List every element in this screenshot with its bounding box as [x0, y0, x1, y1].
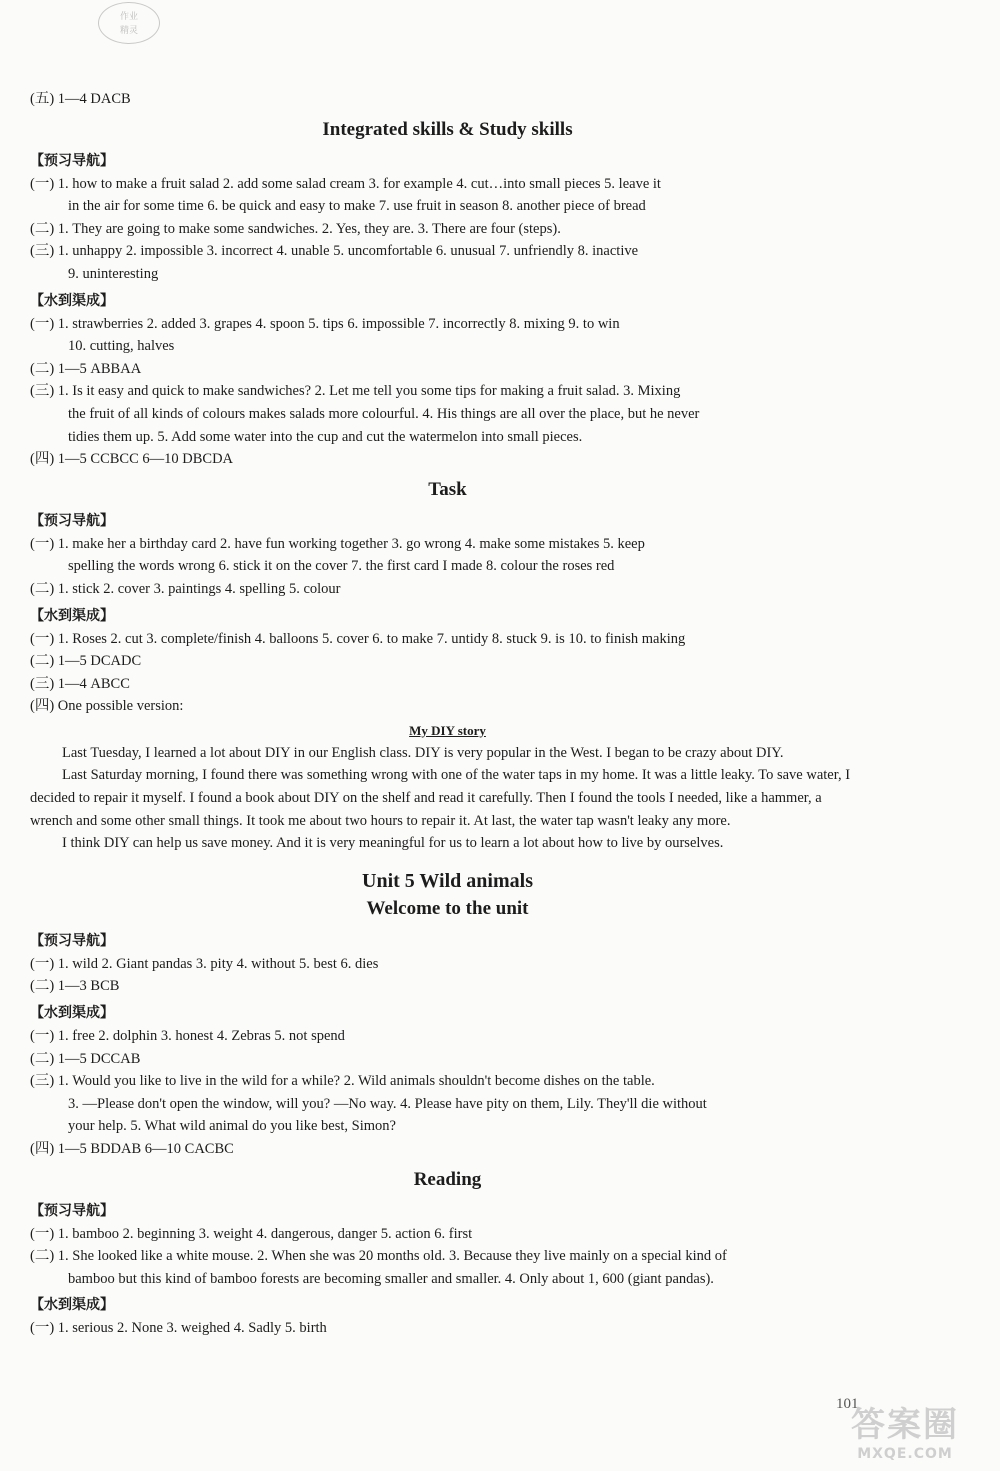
page-number: 101 [836, 1396, 859, 1412]
answer-line: (四) 1—5 CCBCC 6—10 DBCDA [30, 451, 234, 468]
watermark-text: 答案圈 [851, 1405, 959, 1445]
answer-line: (二) 1—3 BCB [30, 978, 120, 995]
answer-line: (一) 1. bamboo 2. beginning 3. weight 4. dangerous, danger 5. action 6. first [30, 1225, 473, 1242]
section-title: Integrated skills & Study skills [322, 118, 573, 140]
stamp-line-1: 作业 [119, 12, 138, 22]
section-header: 【预习导航】 [30, 1202, 114, 1219]
answer-line: in the air for some time 6. be quick and easy to make 7. use fruit in season 8. another piece of bread [68, 198, 646, 215]
section-title: Reading [413, 1168, 482, 1190]
section-title: Welcome to the unit [366, 897, 529, 919]
answer-line: the fruit of all kinds of colours makes salads more colourful. 4. His things are all over the place, but he never [68, 405, 700, 422]
answer-line: (二) 1—5 DCADC [30, 653, 142, 670]
watermark-url: MXQE.COM [857, 1446, 953, 1462]
answer-line: (二) 1. She looked like a white mouse. 2. When she was 20 months old. 3. Because they live mainly on a special kind of [30, 1248, 727, 1265]
section-header: 【预习导航】 [30, 932, 114, 949]
answer-key-content [30, 88, 865, 1340]
answer-line: 3. —Please don't open the window, will you? —No way. 4. Please have pity on them, Lily. They'll die without [68, 1095, 707, 1112]
answer-line: (二) 1. They are going to make some sandwiches. 2. Yes, they are. 3. There are four (steps). [30, 220, 561, 237]
answer-line: (三) 1—4 ABCC [30, 675, 130, 692]
essay-paragraph: Last Saturday morning, I found there was something wrong with one of the water taps in my home. It was a little leaky. To save water, I decided to repair it myself. I found a book about DIY on the shelf and read it carefully. Then I found the tools I needed, like a hammer, a wrench and some other small things. It took me about two hours to repair it. At last, the water tap wasn't leaky any more. [30, 767, 851, 829]
answer-line: 9. uninteresting [68, 265, 159, 282]
answer-line: (四) 1—5 BDDAB 6—10 CACBC [30, 1141, 234, 1157]
answer-line: bamboo but this kind of bamboo forests are becoming smaller and smaller. 4. Only about 1, 600 (giant pandas). [68, 1270, 714, 1287]
section-header: 【水到渠成】 [30, 607, 114, 624]
answer-line: (一) 1. strawberries 2. added 3. grapes 4. spoon 5. tips 6. impossible 7. incorrectly 8. mixing 9. to win [30, 315, 620, 332]
answer-line: (三) 1. Would you like to live in the wild for a while? 2. Wild animals shouldn't become dishes on the table. [30, 1073, 655, 1090]
answer-line: (一) 1. make her a birthday card 2. have fun working together 3. go wrong 4. make some mistakes 5. keep [30, 535, 645, 552]
answer-line: (三) 1. unhappy 2. impossible 3. incorrect 4. unable 5. uncomfortable 6. unusual 7. unfriendly 8. inactive [30, 243, 639, 260]
answer-line: (三) 1. Is it easy and quick to make sandwiches? 2. Let me tell you some tips for making a fruit salad. 3. Mixing [30, 383, 681, 400]
answer-line: tidies them up. 5. Add some water into the cup and cut the watermelon into small pieces. [68, 428, 583, 445]
section-header: 【水到渠成】 [30, 1297, 114, 1314]
essay-title: My DIY story [409, 722, 486, 738]
section-header: 【水到渠成】 [30, 1005, 114, 1022]
answer-line: (四) One possible version: [30, 698, 184, 715]
answer-line: (五) 1—4 DACB [30, 91, 131, 107]
answer-line: (二) 1. stick 2. cover 3. paintings 4. spelling 5. colour [30, 580, 341, 597]
answer-line: (二) 1—5 DCCAB [30, 1050, 141, 1067]
section-header: 【水到渠成】 [30, 292, 114, 309]
answer-line: (一) 1. wild 2. Giant pandas 3. pity 4. without 5. best 6. dies [30, 955, 379, 972]
answer-line: your help. 5. What wild animal do you like best, Simon? [68, 1118, 396, 1135]
stamp-line-2: 精灵 [119, 26, 138, 36]
answer-line: (二) 1—5 ABBAA [30, 360, 142, 377]
essay-paragraph: Last Tuesday, I learned a lot about DIY in our English class. DIY is very popular in the West. I began to be crazy about DIY. [62, 744, 784, 761]
answer-line: (一) 1. how to make a fruit salad 2. add some salad cream 3. for example 4. cut…into small pieces 5. leave it [30, 175, 661, 192]
answer-line: (一) 1. Roses 2. cut 3. complete/finish 4. balloons 5. cover 6. to make 7. untidy 8. stuck 9. is 10. to finish making [30, 630, 686, 647]
unit-title: Unit 5 Wild animals [362, 869, 533, 892]
publisher-stamp [98, 2, 160, 44]
answer-line: (一) 1. serious 2. None 3. weighed 4. Sadly 5. birth [30, 1320, 327, 1337]
section-header: 【预习导航】 [30, 512, 114, 529]
watermark-logo [820, 1405, 990, 1465]
essay-paragraph: I think DIY can help us save money. And it is very meaningful for us to learn a lot about how to live by ourselves. [62, 835, 724, 852]
section-title: Task [428, 478, 467, 500]
answer-line: spelling the words wrong 6. stick it on the cover 7. the first card I made 8. colour the roses red [68, 558, 615, 575]
answer-line: 10. cutting, halves [68, 338, 175, 355]
section-header: 【预习导航】 [30, 152, 114, 169]
answer-line: (一) 1. free 2. dolphin 3. honest 4. Zebras 5. not spend [30, 1028, 345, 1045]
